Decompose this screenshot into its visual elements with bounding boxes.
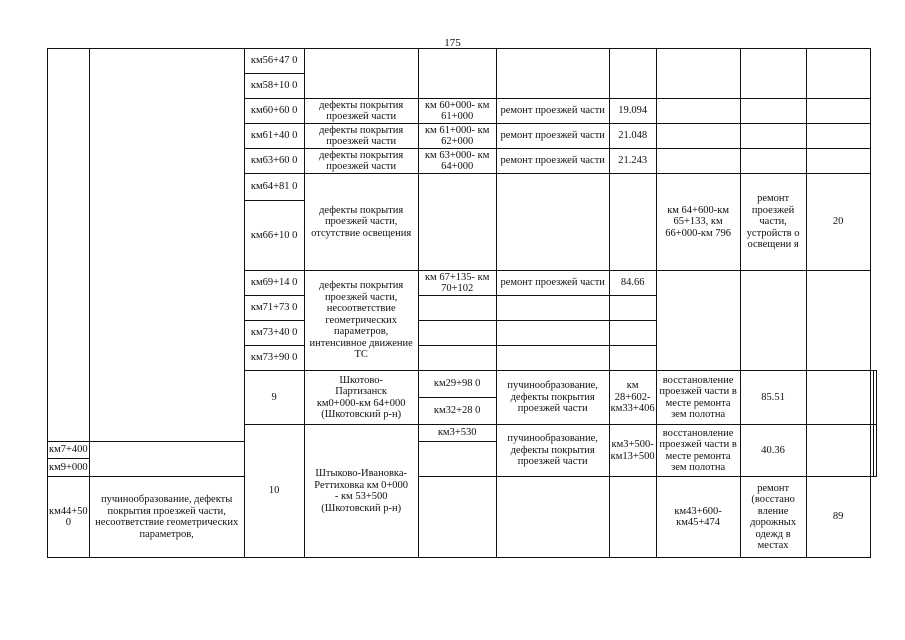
- cell-km: км66+10 0: [244, 201, 304, 271]
- cell-value: [609, 321, 656, 346]
- cell-work-2: [740, 271, 806, 371]
- cell-km: км7+400: [48, 442, 90, 459]
- cell-km: км29+98 0: [418, 371, 496, 398]
- cell-km: км73+90 0: [244, 346, 304, 371]
- cell-value: [609, 346, 656, 371]
- cell-defect: дефекты покрытия проезжей части, несоответствие геометрических параметров, интенсивное движение ТС: [304, 271, 418, 371]
- cell-work: ремонт проезжей части: [496, 149, 609, 174]
- cell-km: км60+60 0: [244, 99, 304, 124]
- cell-section-2: [656, 49, 740, 99]
- table-row: [48, 477, 877, 558]
- cell-work: ремонт проезжей части: [496, 124, 609, 149]
- cell-section: [418, 477, 496, 558]
- cell-work: [496, 296, 609, 321]
- cell-section: [418, 346, 496, 371]
- cell-value: 21.048: [609, 124, 656, 149]
- cell-km: км44+50 0: [48, 477, 90, 558]
- cell-work: восстановление проезжей части в месте ремонта зем полотна: [656, 371, 740, 425]
- cell-section-2: [656, 149, 740, 174]
- cell-number: 10: [244, 425, 304, 558]
- cell-number: 9: [244, 371, 304, 425]
- cell-km: км64+81 0: [244, 174, 304, 201]
- cell-km: км32+28 0: [418, 398, 496, 425]
- cell-work: [496, 321, 609, 346]
- cell-section: км 61+000- км 62+000: [418, 124, 496, 149]
- cell-value-2: [806, 149, 870, 174]
- cell-value: [609, 477, 656, 558]
- cell-work: [496, 477, 609, 558]
- cell-road-name: Шкотово-Партизанск км0+000-км 64+000 (Шкотовский р-н): [304, 371, 418, 425]
- cell-section: [418, 174, 496, 271]
- cell-defect: дефекты покрытия проезжей части: [304, 99, 418, 124]
- cell-defect: пучинообразование, дефекты покрытия проезжей части: [496, 371, 609, 425]
- cell-section: км 28+602- км33+406: [609, 371, 656, 425]
- cell-work-2: [740, 99, 806, 124]
- road-repair-table: [47, 48, 877, 558]
- cell-value-2: [806, 124, 870, 149]
- cell-value-2: [873, 371, 876, 425]
- cell-value-2: [806, 99, 870, 124]
- cell-work: [496, 174, 609, 271]
- cell-km: км73+40 0: [244, 321, 304, 346]
- cell-work-2: [740, 49, 806, 99]
- cell-work: ремонт проезжей части: [496, 99, 609, 124]
- cell-section-2: [806, 425, 870, 477]
- cell-defect: дефекты покрытия проезжей части: [304, 149, 418, 174]
- cell-section-2: [656, 271, 740, 371]
- cell-section: км 63+000- км 64+000: [418, 149, 496, 174]
- cell-section: км 60+000- км 61+000: [418, 99, 496, 124]
- cell-section: км 67+135- км 70+102: [418, 271, 496, 296]
- cell-number: [48, 49, 90, 442]
- cell-section-2: [656, 99, 740, 124]
- cell-km: км3+530: [418, 425, 496, 442]
- cell-defect: пучинообразование, дефекты покрытия проезжей части, несоответствие геометрических параметров,: [89, 477, 244, 558]
- cell-km: км56+47 0: [244, 49, 304, 74]
- cell-section-2: [656, 124, 740, 149]
- cell-work: [496, 346, 609, 371]
- cell-section-2: км43+600- км45+474: [656, 477, 740, 558]
- cell-section: [418, 321, 496, 346]
- cell-value-2: [873, 425, 876, 477]
- cell-value: 84.66: [609, 271, 656, 296]
- cell-section: [418, 49, 496, 99]
- cell-work: [496, 49, 609, 99]
- cell-value-2: 89: [806, 477, 870, 558]
- cell-value-2: [806, 271, 870, 371]
- cell-km: км61+40 0: [244, 124, 304, 149]
- cell-section-2: км 64+600-км 65+133, км 66+000-км 796: [656, 174, 740, 271]
- cell-road-name: [89, 49, 244, 442]
- cell-work-2: [740, 149, 806, 174]
- cell-defect: дефекты покрытия проезжей части: [304, 124, 418, 149]
- cell-road-name: Штыково-Ивановка-Реттиховка км 0+000 - км 53+500 (Шкотовский р-н): [304, 425, 418, 558]
- cell-section: [418, 296, 496, 321]
- cell-value: [609, 296, 656, 321]
- cell-value: 85.51: [740, 371, 806, 425]
- cell-defect: пучинообразование, дефекты покрытия проезжей части: [496, 425, 609, 477]
- cell-km: км58+10 0: [244, 74, 304, 99]
- cell-value: 21.243: [609, 149, 656, 174]
- cell-work-2: ремонт проезжей части, устройств о освещени я: [740, 174, 806, 271]
- cell-work-2: ремонт (восстано вление дорожных одежд в местах: [740, 477, 806, 558]
- cell-defect: [304, 49, 418, 99]
- cell-work: восстановление проезжей части в месте ремонта зем полотна: [656, 425, 740, 477]
- cell-value-2: [806, 49, 870, 99]
- cell-value: 40.36: [740, 425, 806, 477]
- page-number: 175: [444, 37, 461, 49]
- cell-km: км63+60 0: [244, 149, 304, 174]
- cell-km: км9+000: [48, 459, 90, 477]
- cell-km: км69+14 0: [244, 271, 304, 296]
- cell-value-2: 20: [806, 174, 870, 271]
- cell-km: км71+73 0: [244, 296, 304, 321]
- cell-defect: дефекты покрытия проезжей части, отсутствие освещения: [304, 174, 418, 271]
- cell-value: [609, 174, 656, 271]
- cell-work-2: [740, 124, 806, 149]
- cell-section-2: [806, 371, 870, 425]
- table-row: [48, 49, 877, 74]
- cell-section: км3+500- км13+500: [609, 425, 656, 477]
- cell-value: 19.094: [609, 99, 656, 124]
- cell-work: ремонт проезжей части: [496, 271, 609, 296]
- cell-value: [609, 49, 656, 99]
